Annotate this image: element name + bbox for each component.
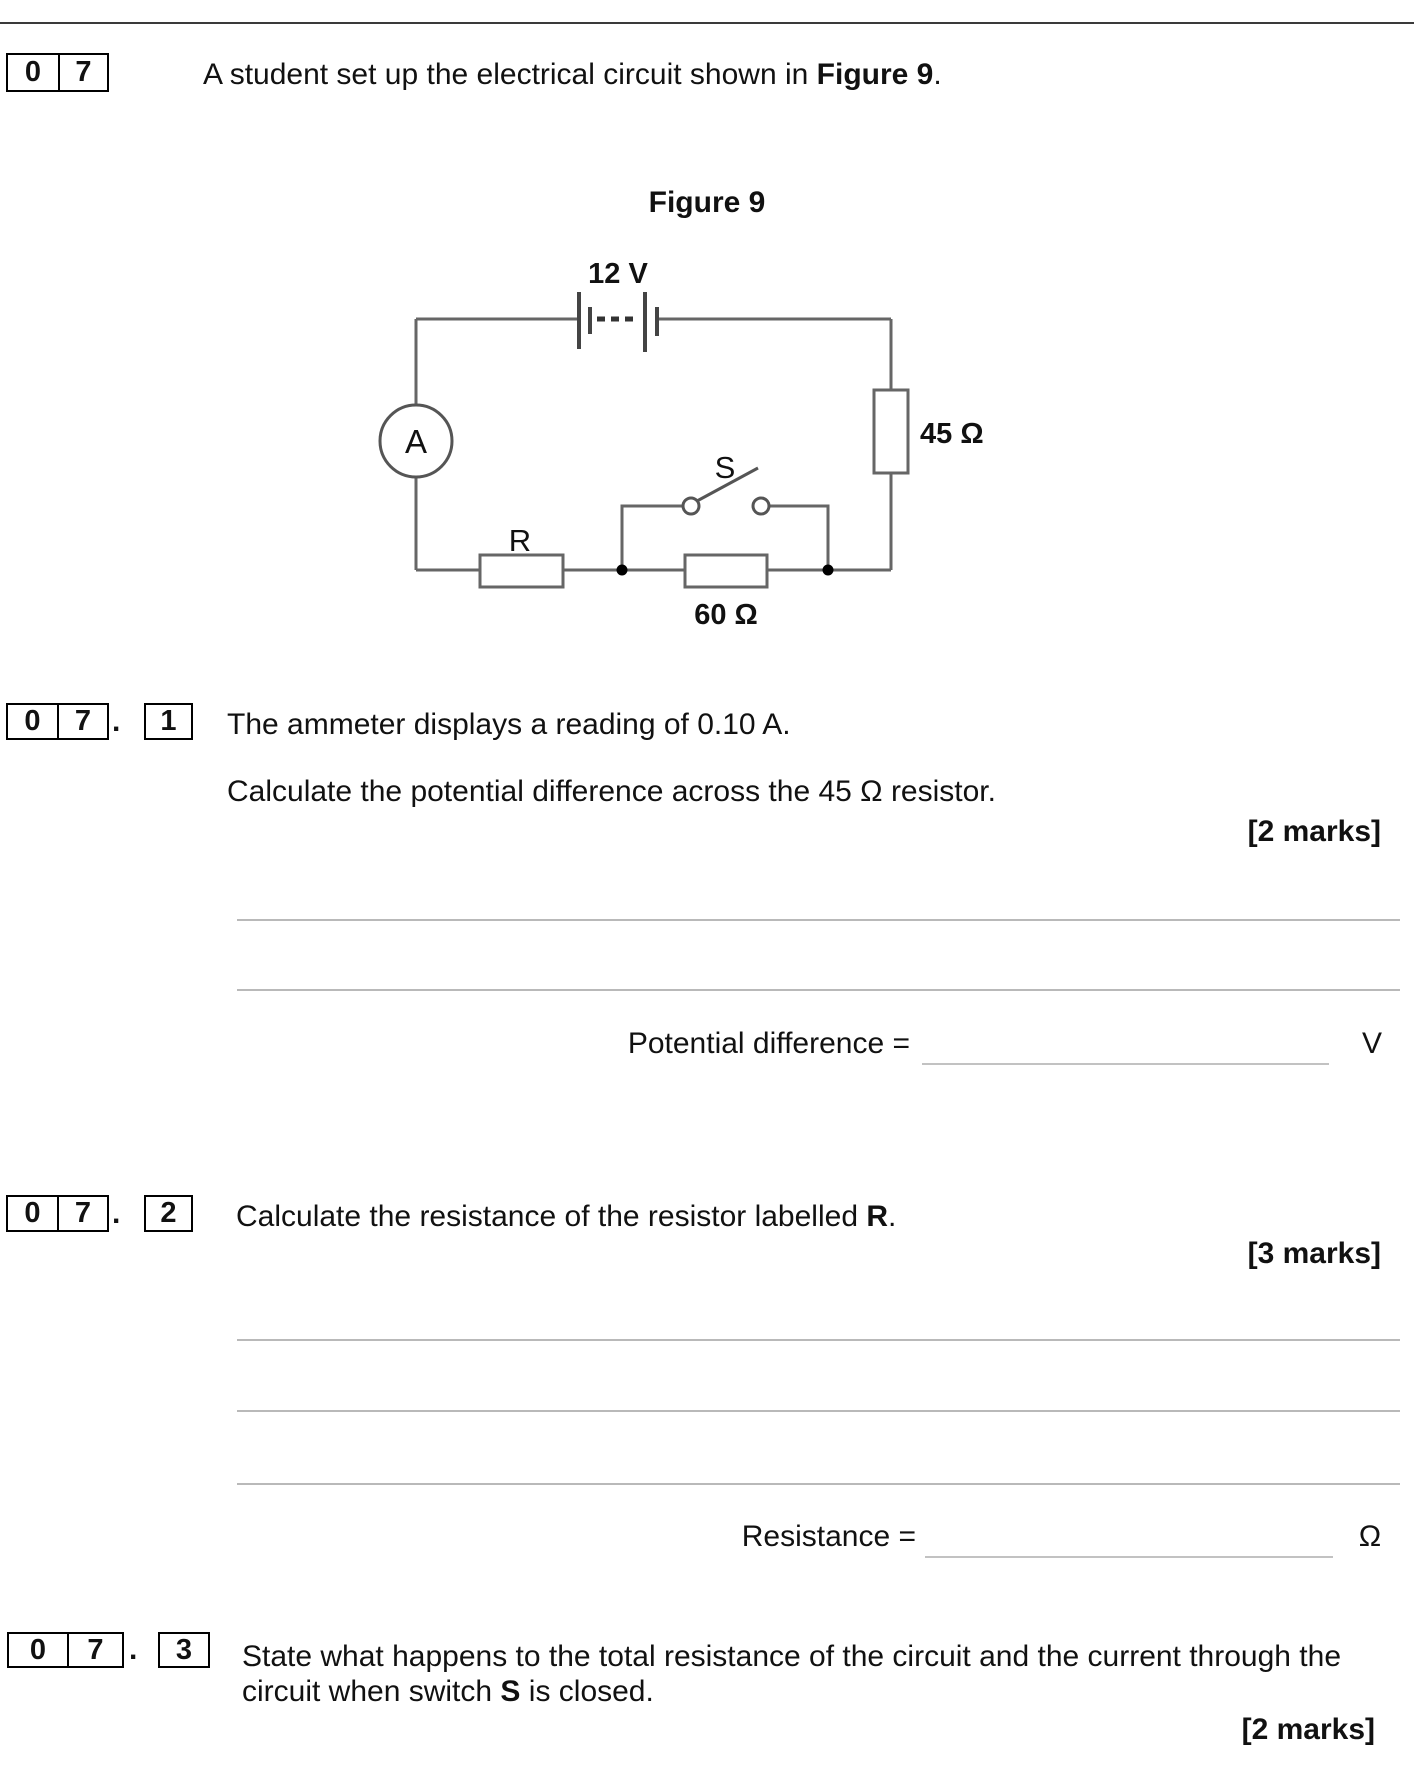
q072-prompt-before: Calculate the resistance of the resistor labelled (236, 1200, 867, 1233)
circuit-wires (416, 319, 891, 570)
q072-prompt-after: . (888, 1200, 897, 1233)
question-number-box-073 (7, 1632, 124, 1668)
question-digit-0: 0 (24, 56, 42, 88)
resistor-45-symbol (874, 390, 908, 473)
switch-branch-left-wire (622, 506, 683, 570)
question-number-box-07 (6, 53, 109, 92)
switch-contact-right (753, 498, 769, 514)
q071-sub-box: 1 (144, 703, 193, 740)
top-rule (0, 22, 1414, 24)
resistor-60-symbol (685, 555, 767, 587)
q071-prompt: Calculate the potential difference across the 45 Ω resistor. (227, 775, 996, 808)
answer-line (237, 919, 1400, 921)
switch-label: S (714, 450, 736, 485)
q073-line2-before: circuit when switch (242, 1675, 501, 1708)
question-intro-figure-ref: Figure 9 (816, 58, 934, 91)
q073-line2-after: is closed. (520, 1675, 654, 1708)
q071-intro: The ammeter displays a reading of 0.10 A. (227, 708, 791, 741)
q072-sub-box: 2 (144, 1195, 193, 1232)
resistor-60-label: 60 Ω (694, 599, 758, 631)
q073-line2 (242, 1674, 654, 1710)
q072-prompt (236, 1199, 896, 1235)
question-intro-after: . (933, 58, 942, 91)
switch-branch-right-wire (769, 506, 828, 570)
switch-contact-left (683, 498, 699, 514)
q071-answer-label: Potential difference = (627, 1027, 910, 1060)
question-digit-7: 7 (58, 55, 107, 90)
q072-prompt-r: R (866, 1200, 889, 1233)
question-intro-before: A student set up the electrical circuit shown in (203, 58, 817, 91)
resistor-45-label: 45 Ω (920, 418, 984, 450)
answer-line (237, 989, 1400, 991)
junction-dot-left (617, 565, 628, 576)
q073-digit-0: 0 (29, 1633, 47, 1666)
q071-digit-0: 0 (24, 705, 41, 737)
junction-dot-right (823, 565, 834, 576)
ammeter-label: A (404, 423, 427, 460)
question-intro-text (203, 57, 942, 93)
answer-line (237, 1483, 1400, 1485)
q073-line2-s: S (500, 1675, 521, 1708)
q073-sub-box: 3 (158, 1632, 210, 1668)
q071-digit-7: 7 (57, 705, 107, 738)
question-number-box-071 (6, 703, 109, 740)
q073-dot: . (129, 1633, 138, 1666)
q071-marks: [2 marks] (1247, 815, 1381, 848)
battery-voltage-label: 12 V (588, 258, 648, 290)
question-number-box-072 (6, 1195, 109, 1232)
q072-digit-7: 7 (57, 1197, 107, 1230)
q072-marks: [3 marks] (1247, 1237, 1381, 1270)
q072-answer-label: Resistance = (741, 1520, 916, 1553)
q071-dot: . (112, 705, 121, 738)
figure-caption: Figure 9 (648, 186, 766, 219)
q072-answer-blank (925, 1556, 1333, 1558)
answer-line (237, 1410, 1400, 1412)
q072-dot: . (112, 1197, 121, 1230)
q071-unit: V (1361, 1027, 1382, 1060)
battery-symbol (579, 292, 657, 352)
resistor-r-symbol (480, 555, 563, 587)
q073-digit-7: 7 (67, 1634, 122, 1666)
q073-marks: [2 marks] (1241, 1713, 1375, 1746)
resistor-r-label: R (508, 523, 532, 558)
answer-line (237, 1339, 1400, 1341)
q072-unit: Ω (1358, 1520, 1382, 1553)
q072-digit-0: 0 (24, 1197, 41, 1229)
q071-answer-blank (922, 1063, 1329, 1065)
q073-line1: State what happens to the total resistance of the circuit and the current through the (242, 1640, 1342, 1673)
